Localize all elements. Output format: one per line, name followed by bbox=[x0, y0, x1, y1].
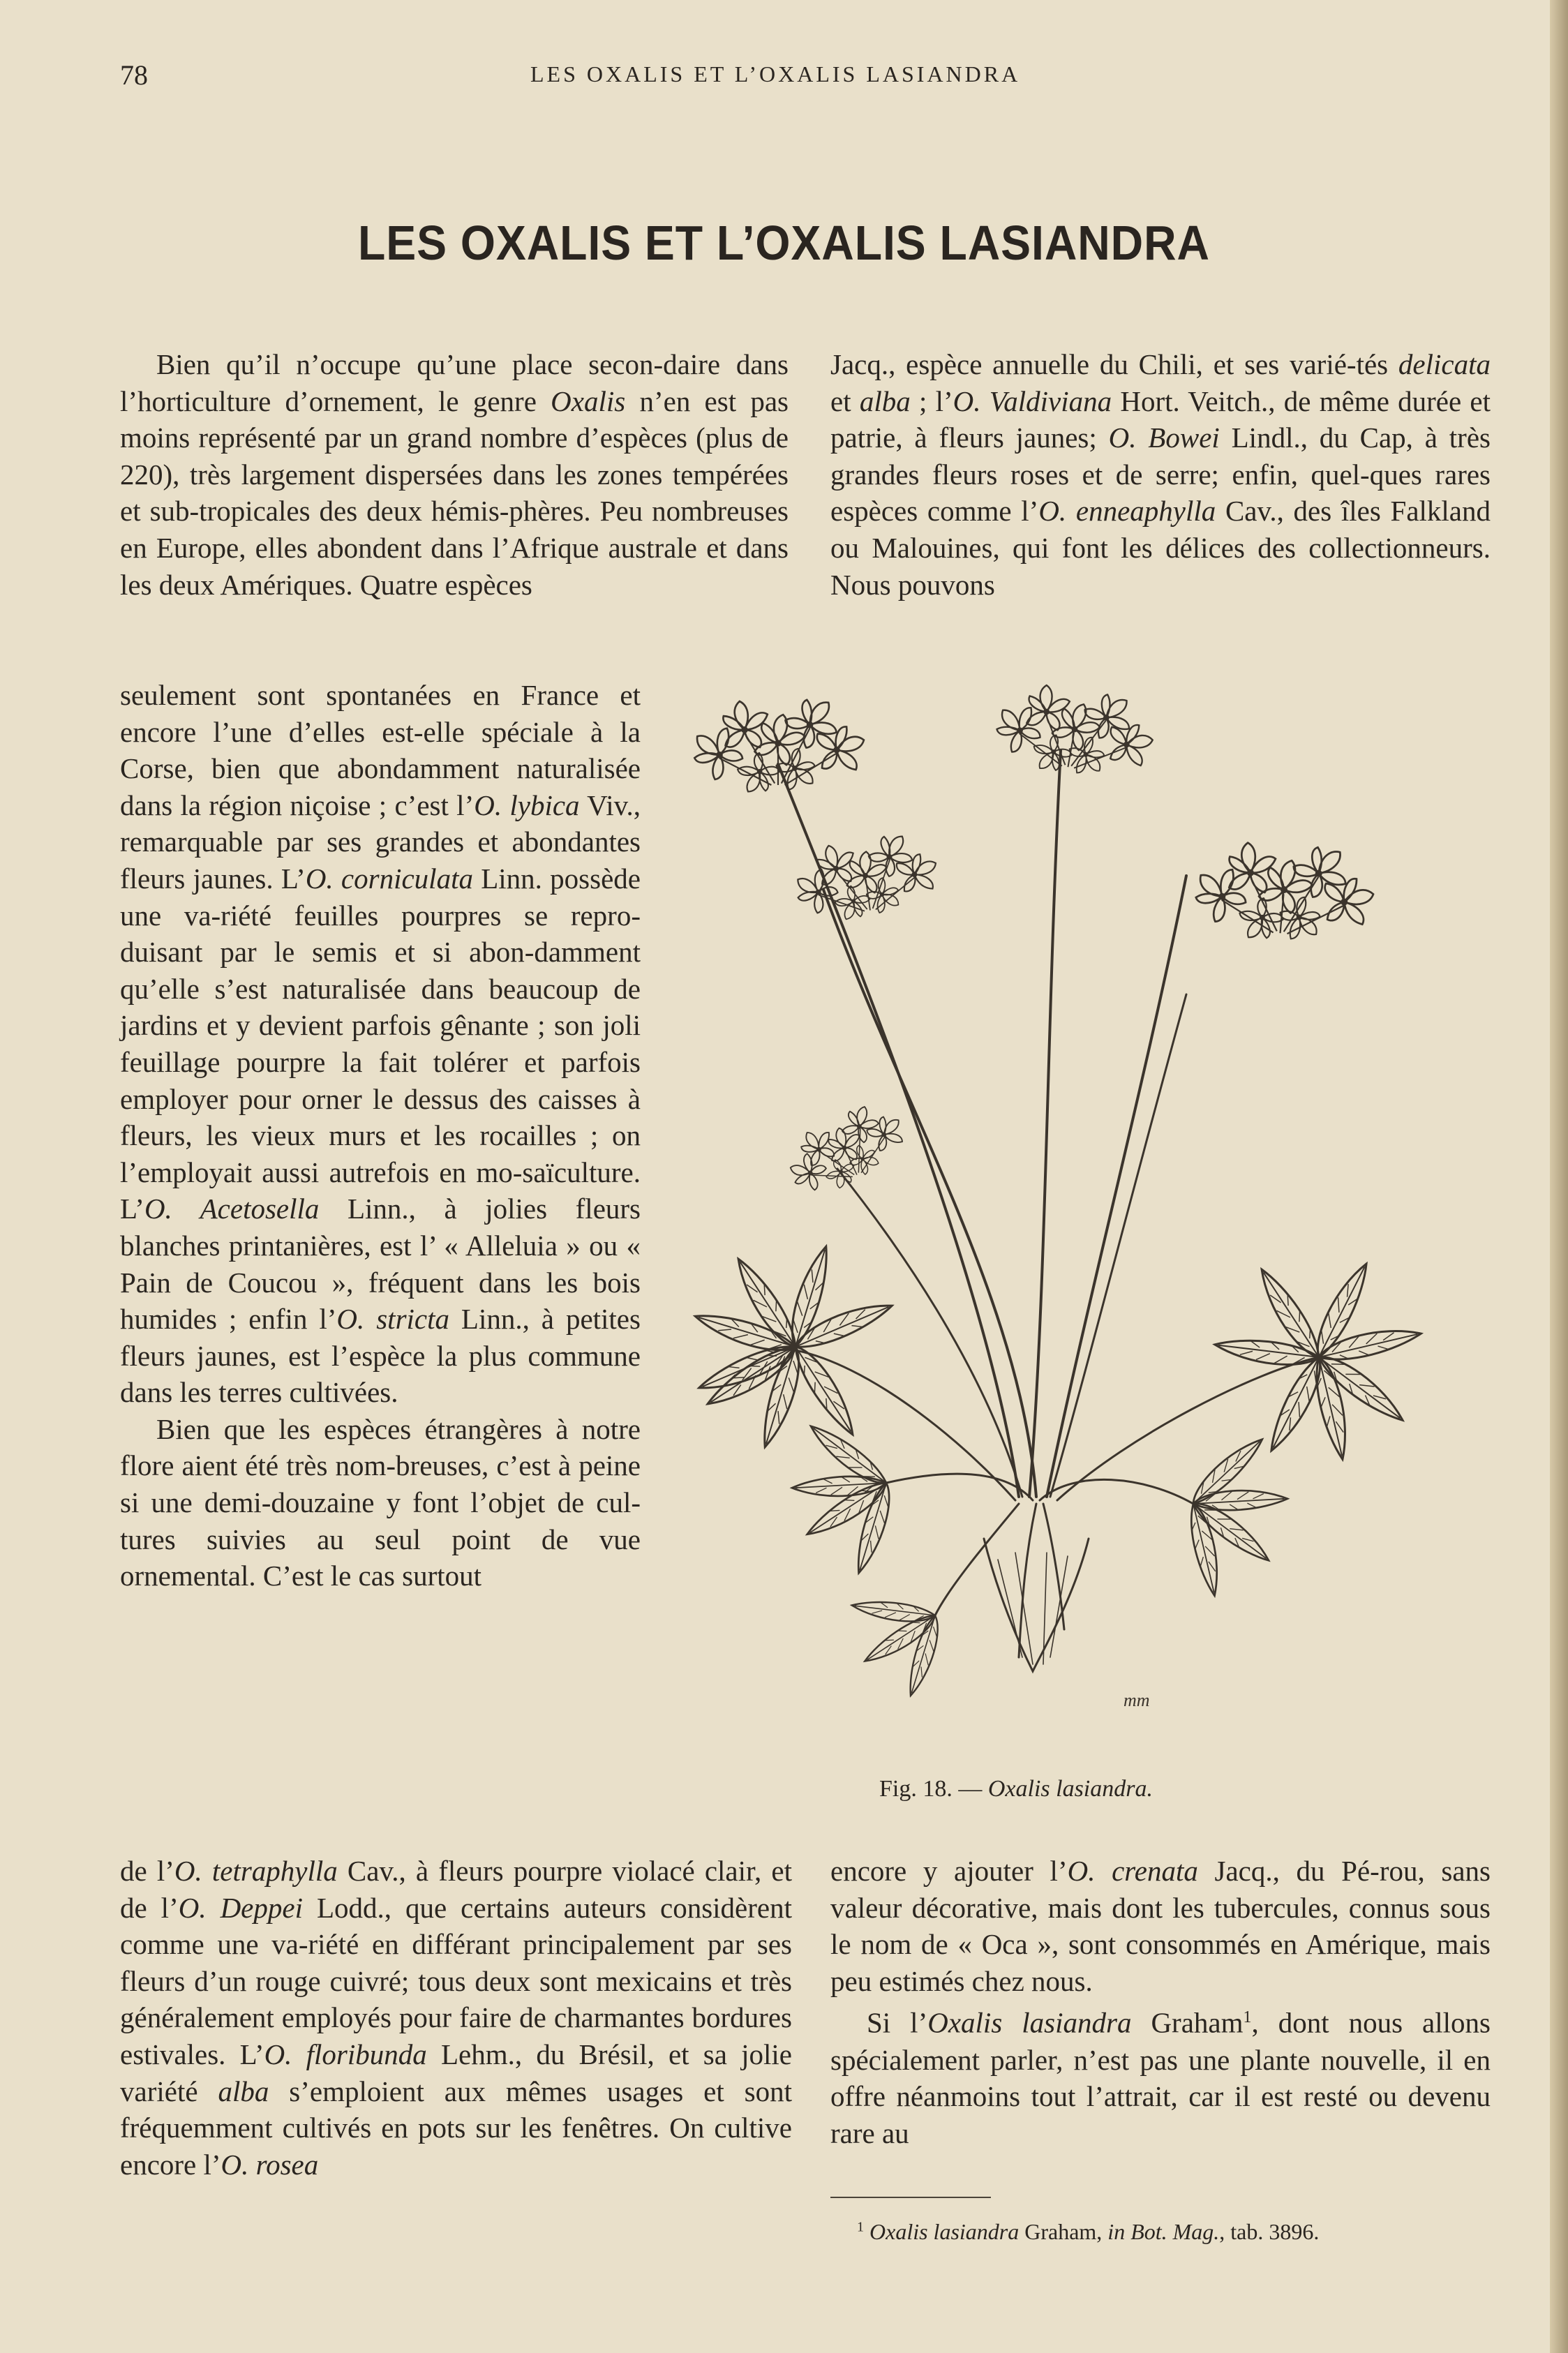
running-title: LES OXALIS ET L’OXALIS LASIANDRA bbox=[530, 61, 1021, 87]
text-run: , tab. 3896. bbox=[1219, 2219, 1320, 2244]
left-column-bottom bbox=[120, 1853, 792, 2183]
text-run: Graham bbox=[1131, 2007, 1244, 2040]
italic-run: O. lybica bbox=[474, 789, 580, 821]
left-column-top bbox=[120, 346, 789, 603]
oxalis-engraving bbox=[656, 666, 1500, 1741]
text-run: Viv., remarquable par ses grandes et abondantes fleurs jaunes. L’ bbox=[120, 789, 641, 895]
figure-caption bbox=[879, 1776, 1153, 1802]
italic-run: O. Acetosella bbox=[144, 1193, 320, 1225]
text-run: Cav., des îles Falkland ou Malouines, qui font les délices des collectionneurs. Nous pouvons bbox=[830, 495, 1491, 601]
page-edge bbox=[1550, 0, 1568, 2353]
paragraph bbox=[830, 1999, 1491, 2151]
text-run: n’en est pas moins représenté par un grand nombre d’espèces (plus de 220), très largement dispersées dans les zones tempérées et sub-tropicales des deux hémis-phères. Peu nombreuses en Europe, elles abondent dans l’Afrique australe et dans les deux Amériques. Quatre espèces bbox=[120, 384, 789, 601]
italic-run: Oxalis lasiandra bbox=[927, 2007, 1132, 2040]
text-run: Graham, bbox=[1019, 2219, 1108, 2244]
text-run: Lehm., du Brésil, et sa jolie variété bbox=[120, 2038, 792, 2107]
text-run: et bbox=[830, 384, 860, 417]
italic-run: O. stricta bbox=[336, 1303, 449, 1336]
italic-run: O. corniculata bbox=[305, 862, 473, 895]
caption-species: Oxalis lasiandra. bbox=[987, 1776, 1153, 1802]
text-run: seulement sont spontanées en France et encore l’une d’elles est-elle spéciale à la Corse, bien que abondamment naturalisée dans la région niçoise ; c’est l’ bbox=[120, 679, 641, 821]
italic-run: O. floribunda bbox=[264, 2038, 427, 2070]
text-run: Hort. Veitch., de même durée et patrie, à fleurs jaunes; bbox=[830, 384, 1491, 454]
text-run: Linn., à jolies fleurs blanches printanières, est l’ « Alleluia » ou « Pain de Coucou », fréquent dans les bois humides ; enfin l’ bbox=[120, 1193, 641, 1336]
italic-run: O. enneaphylla bbox=[1038, 495, 1216, 528]
text-run: Lindl., du Cap, à très grandes fleurs roses et de serre; enfin, quel-ques rares espèces comme l’ bbox=[830, 421, 1491, 528]
paragraph bbox=[830, 1853, 1491, 1999]
article-title: LES OXALIS ET L’OXALIS LASIANDRA bbox=[358, 216, 1210, 270]
italic-run: in Bot. Mag. bbox=[1107, 2219, 1220, 2244]
footnote bbox=[857, 2219, 1319, 2245]
italic-run: alba bbox=[859, 384, 911, 417]
paragraph: Bien que les espèces étrangères à notre flore aient été très nom-breuses, c’est à peine si une demi-douzaine y font l’objet de cul-tures suivies au seul point de vue ornemental. C’est le cas surtout bbox=[120, 1412, 641, 1592]
paragraph bbox=[830, 346, 1491, 603]
text-run: Bien qu’il n’occupe qu’une place secon-daire dans l’horticulture d’ornement, le genre bbox=[120, 348, 789, 417]
italic-run: delicata bbox=[1398, 348, 1491, 380]
text-run: , dont nous allons spécialement parler, n’est pas une plante nouvelle, il en offre néanmoins tout l’attrait, car il est resté ou devenu rare au bbox=[830, 2007, 1491, 2149]
italic-run: O. Deppei bbox=[178, 1891, 303, 1924]
footnote-ref: 1 bbox=[1243, 2008, 1252, 2027]
text-run: encore y ajouter l’ bbox=[830, 1855, 1068, 1887]
text-run: Cav., à fleurs pourpre violacé clair, et de l’ bbox=[120, 1855, 792, 1924]
text-run: ; l’ bbox=[910, 384, 953, 417]
text-run: de l’ bbox=[120, 1855, 174, 1887]
footnote-mark: 1 bbox=[857, 2219, 864, 2235]
text-run: Si l’ bbox=[867, 2007, 928, 2040]
italic-run: O. Valdiviana bbox=[953, 384, 1112, 417]
paragraph bbox=[120, 346, 789, 603]
italic-run: O. crenata bbox=[1067, 1855, 1198, 1887]
paragraph bbox=[120, 1853, 792, 2183]
text-run: Jacq., espèce annuelle du Chili, et ses varié-tés bbox=[830, 348, 1398, 380]
italic-run: O. tetraphylla bbox=[174, 1855, 338, 1887]
text-run: Jacq., du Pé-rou, sans valeur décorative, mais dont les tubercules, connus sous le nom de « Oca », sont consommés en Amérique, mais peu estimés chez nous. bbox=[830, 1855, 1491, 1997]
text-run: Linn., à petites fleurs jaunes, est l’espèce la plus commune dans les terres cultivées. bbox=[120, 1303, 641, 1409]
engraver-signature: mm bbox=[1123, 1690, 1150, 1710]
text-run: s’emploient aux mêmes usages et sont fréquemment cultivés en pots sur les fenêtres. On cultive encore l’ bbox=[120, 2075, 792, 2181]
caption-label: Fig. 18. — bbox=[879, 1776, 988, 1802]
right-column-bottom bbox=[830, 1853, 1491, 2151]
italic-run: Oxalis lasiandra bbox=[869, 2219, 1020, 2244]
left-column-narrow bbox=[120, 677, 641, 1594]
italic-run: O. Bowei bbox=[1108, 421, 1220, 454]
italic-run: Oxalis bbox=[551, 384, 626, 417]
footnote-rule bbox=[830, 2197, 991, 2198]
right-column-top bbox=[830, 346, 1491, 603]
text-run: Lodd., que certains auteurs considèrent comme une va-riété en différant principalement par ses fleurs d’un rouge cuivré; tous deux sont mexicains et très généralement employés pour faire de charmantes bordures estivales. L’ bbox=[120, 1891, 793, 2070]
text-run: Linn. possède une va-riété feuilles pourpres se repro-duisant par le semis et si abon-damment qu’elle s’est naturalisée dans beaucoup de jardins et y devient parfois gênante ; son joli feuillage pourpre la fait tolérer et parfois employer pour orner le dessus des caisses à fleurs, les vieux murs et les rocailles ; on l’employait aussi autrefois en mo-saïculture. L’ bbox=[120, 862, 641, 1225]
page-number: 78 bbox=[120, 59, 148, 91]
italic-run: alba bbox=[218, 2075, 269, 2107]
paragraph bbox=[120, 677, 641, 1411]
italic-run: O. rosea bbox=[221, 2148, 319, 2181]
